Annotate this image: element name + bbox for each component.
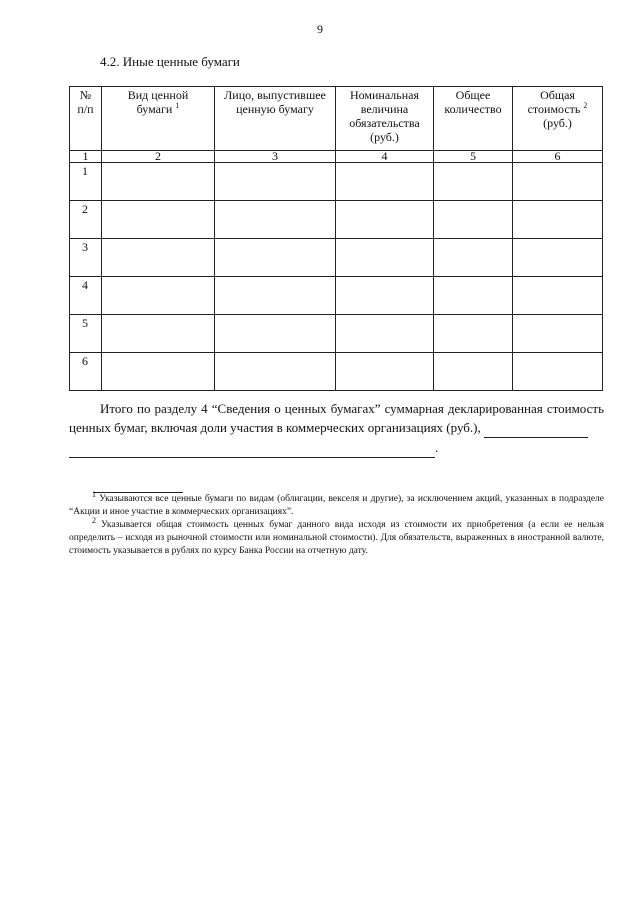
table-cell (513, 315, 603, 353)
header-number (70, 87, 102, 151)
summary-blank-2[interactable] (69, 438, 435, 458)
table-cell (102, 163, 215, 201)
table-row (70, 201, 603, 239)
table-cell (434, 353, 513, 391)
header-issuer-text: Лицо, выпустившее ценную бумагу (224, 88, 326, 116)
table-cell (102, 239, 215, 277)
table-cell (215, 315, 336, 353)
table-cell (513, 239, 603, 277)
table-cell (434, 163, 513, 201)
header-total-quantity (434, 87, 513, 151)
table-row (70, 163, 603, 201)
table-cell (215, 353, 336, 391)
header-nominal-value (336, 87, 434, 151)
table-cell (513, 163, 603, 201)
row-number: 6 (70, 353, 102, 391)
footnote-text: Указываются все ценные бумаги по видам (облигации, векселя и другие), за исключением акций, указанных в подразделе “Акции и иное участие в коммерческих организациях”. (69, 494, 604, 517)
header-issuer (215, 87, 336, 151)
table-row (70, 277, 603, 315)
column-number: 2 (102, 151, 215, 163)
table-cell (102, 315, 215, 353)
table-cell (336, 353, 434, 391)
footnote (69, 489, 604, 519)
footnote-mark: 1 (92, 489, 96, 499)
table-cell (434, 277, 513, 315)
section-title: 4.2. Иные ценные бумаги (100, 54, 240, 69)
column-number: 1 (70, 151, 102, 163)
header-total-cost (513, 87, 603, 151)
page-number: 9 (317, 22, 323, 36)
table-cell (513, 277, 603, 315)
table-header-row (70, 87, 603, 151)
table-cell (102, 277, 215, 315)
table-cell (336, 239, 434, 277)
section-summary (69, 399, 604, 458)
table-cell (513, 353, 603, 391)
table-cell (102, 353, 215, 391)
table-cell (336, 315, 434, 353)
table-cell (434, 315, 513, 353)
summary-text: Итого по разделу 4 “Сведения о ценных бумагах” суммарная декларированная стоимость ценных бумаг, включая доли участия в коммерческих организациях (руб.), (69, 401, 604, 435)
table-cell (215, 239, 336, 277)
table-cell (513, 201, 603, 239)
column-number: 6 (513, 151, 603, 163)
column-number: 4 (336, 151, 434, 163)
header-security-type-text: Вид ценной бумаги (127, 88, 189, 116)
summary-end-mark: . (435, 440, 439, 455)
table-cell (336, 163, 434, 201)
row-number: 3 (70, 239, 102, 277)
row-number: 2 (70, 201, 102, 239)
header-nominal-value-text: Номинальная величина обязательства (руб.) (349, 88, 420, 144)
summary-blank-1[interactable] (484, 418, 588, 438)
column-number: 3 (215, 151, 336, 163)
table-cell (336, 201, 434, 239)
table-cell (102, 201, 215, 239)
header-security-type (102, 87, 215, 151)
header-number-line2: п/п (77, 102, 94, 116)
row-number: 5 (70, 315, 102, 353)
column-numbers-row (70, 151, 603, 163)
column-number: 5 (434, 151, 513, 163)
header-total-cost-text: Общая стоимость (527, 88, 581, 116)
table-row (70, 315, 603, 353)
row-number: 4 (70, 277, 102, 315)
table-cell (434, 239, 513, 277)
row-number: 1 (70, 163, 102, 201)
footnote (69, 515, 604, 558)
header-total-cost-unit: (руб.) (543, 116, 572, 130)
header-number-line1: № (79, 88, 92, 102)
table-row (70, 353, 603, 391)
header-total-quantity-text: Общее количество (444, 88, 502, 116)
table-cell (215, 163, 336, 201)
table-cell (215, 277, 336, 315)
footnotes (69, 489, 604, 558)
table-cell (434, 201, 513, 239)
table-row (70, 239, 603, 277)
footnote-ref-2: 2 (583, 101, 588, 110)
footnote-text: Указывается общая стоимость ценных бумаг данного вида исходя из стоимости их приобретения (а если ее нельзя определить – исходя из рыночной стоимости или номинальной стоимости). Для обязательств, выраженных в иностранной валюте, стоимость указывается в рублях по курсу Банка России на отчетную дату. (69, 520, 604, 556)
securities-table (69, 86, 603, 391)
footnote-mark: 2 (92, 515, 96, 525)
table-cell (336, 277, 434, 315)
table-cell (215, 201, 336, 239)
footnote-ref-1: 1 (175, 101, 180, 110)
